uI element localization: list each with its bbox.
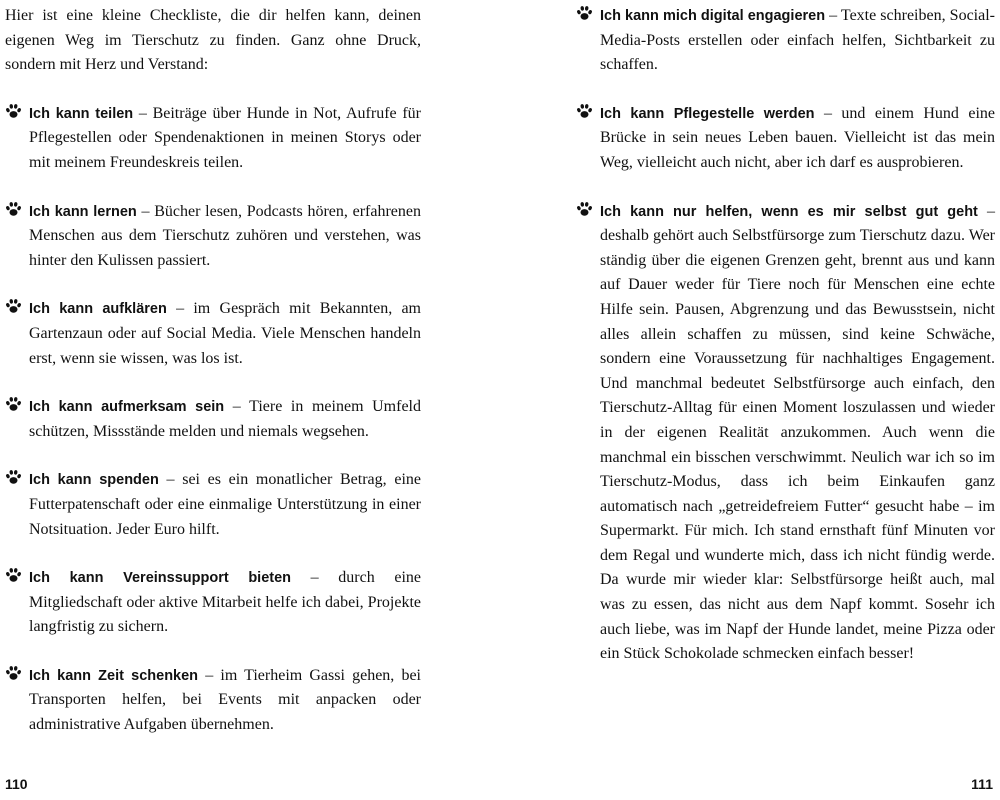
checklist-item-aufklaeren bbox=[5, 297, 421, 371]
item-description: – im Gespräch mit Bekannten, am Gartenzaun oder auf Social Media. Viele Menschen handeln erst, wenn sie wissen, was los ist. bbox=[29, 300, 421, 367]
paw-icon bbox=[5, 103, 22, 120]
checklist-intro: Hier ist eine kleine Checkliste, die dir helfen kann, deinen eigenen Weg im Tierschutz zu finden. Ganz ohne Druck, sondern mit Herz und Verstand: bbox=[5, 7, 421, 74]
checklist-item-vereinssupport bbox=[5, 566, 421, 640]
item-heading: Ich kann aufklären bbox=[29, 301, 167, 318]
page-number-left: 110 bbox=[5, 776, 28, 792]
paw-icon bbox=[576, 201, 593, 218]
item-description: – Tiere in meinem Umfeld schützen, Missstände melden und niemals wegsehen. bbox=[29, 398, 421, 440]
checklist-item-lernen bbox=[5, 200, 421, 274]
item-heading: Ich kann Vereinssupport bieten bbox=[29, 570, 292, 587]
item-description: – deshalb gehört auch Selbstfürsorge zum Tierschutz dazu. Wer ständig über die eigenen Grenzen geht, brennt aus und kann auf Dauer weder für Tiere noch für Menschen eine echte Hilfe sein. Pausen, Abgrenzung und das Bewusstsein, nicht alles allein schaffen zu müssen, sind keine Schwäche, sondern eine Voraussetzung für nachhaltiges Engagement. Und manchmal bedeutet Selbstfürsorge auch einfach, den Tierschutz-Alltag für einen Moment loszulassen und wieder in der eigenen Realität anzukommen. Auch wenn die manchmal ein bisschen verschwimmt. Neulich war ich so im Tierschutz-Modus, dass ich beim Einkaufen ganz automatisch nach „getreidefreiem Futter“ gesucht habe – im Supermarkt. Für mich. Ich stand ernsthaft fünf Minuten vor dem Regal und wunderte mich, dass ich nicht fündig werde. Da wurde mir wieder klar: Selbstfürsorge heißt auch, mal was zu essen, das nicht aus dem Napf kommt. Sosehr ich auch liebe, was im Napf der Hunde landet, meine Pizza oder ein Stück Schokolade schmecken einfach besser! bbox=[600, 202, 995, 663]
checklist-item-selbstfuersorge bbox=[576, 200, 995, 667]
paw-icon bbox=[5, 201, 22, 218]
item-description: – Texte schreiben, Social-Media-Posts erstellen oder einfach helfen, Sichtbarkeit zu schaffen. bbox=[600, 7, 995, 74]
page-number-right: 111 bbox=[971, 776, 993, 792]
paw-icon bbox=[5, 567, 22, 584]
paw-icon bbox=[5, 396, 22, 413]
item-heading: Ich kann teilen bbox=[29, 105, 134, 122]
right-page bbox=[500, 0, 1000, 800]
checklist-item-teilen bbox=[5, 102, 421, 176]
paw-icon bbox=[5, 665, 22, 682]
item-description: – durch eine Mitgliedschaft oder aktive Mitarbeit helfe ich dabei, Projekte langfristig zu sichern. bbox=[29, 569, 422, 636]
checklist-item-pflegestelle bbox=[576, 102, 995, 176]
item-description: – im Tierheim Gassi gehen, bei Transporten helfen, bei Events mit anpacken oder administrative Aufgaben übernehmen. bbox=[29, 666, 422, 734]
checklist-item-spenden bbox=[5, 468, 421, 542]
item-heading: Ich kann lernen bbox=[29, 203, 137, 220]
item-heading: Ich kann Zeit schenken bbox=[29, 667, 199, 684]
checklist-item-digital bbox=[576, 4, 995, 78]
item-description: – sei es ein monatlicher Betrag, eine Futterpatenschaft oder eine einmalige Unterstützung in einer Notsituation. Jeder Euro hilft. bbox=[29, 471, 421, 538]
paw-icon bbox=[5, 298, 22, 315]
left-page-text-column bbox=[5, 4, 421, 762]
paw-icon bbox=[576, 103, 593, 120]
right-page-text-column bbox=[576, 4, 995, 691]
item-description: – Beiträge über Hunde in Not, Aufrufe für Pflegestellen oder Spendenaktionen in meinen Storys oder mit meinem Freundeskreis teilen. bbox=[29, 104, 421, 171]
item-heading: Ich kann aufmerksam sein bbox=[29, 399, 225, 416]
paw-icon bbox=[5, 469, 22, 486]
item-description: – und einem Hund eine Brücke in sein neues Leben bauen. Vielleicht ist das mein Weg, vielleicht auch nicht, aber ich darf es ausprobieren. bbox=[600, 104, 995, 171]
item-heading: Ich kann nur helfen, wenn es mir selbst gut geht bbox=[600, 203, 978, 220]
item-heading: Ich kann mich digital engagieren bbox=[600, 8, 826, 24]
item-heading: Ich kann Pflegestelle werden bbox=[600, 105, 815, 122]
checklist-item-aufmerksam bbox=[5, 395, 421, 444]
item-heading: Ich kann spenden bbox=[29, 472, 159, 489]
item-description: – Bücher lesen, Podcasts hören, erfahrenen Menschen aus dem Tierschutz zuhören und verstehen, was hinter den Kulissen passiert. bbox=[29, 202, 421, 269]
paw-icon bbox=[576, 5, 593, 22]
checklist-item-zeit-schenken bbox=[5, 664, 421, 738]
